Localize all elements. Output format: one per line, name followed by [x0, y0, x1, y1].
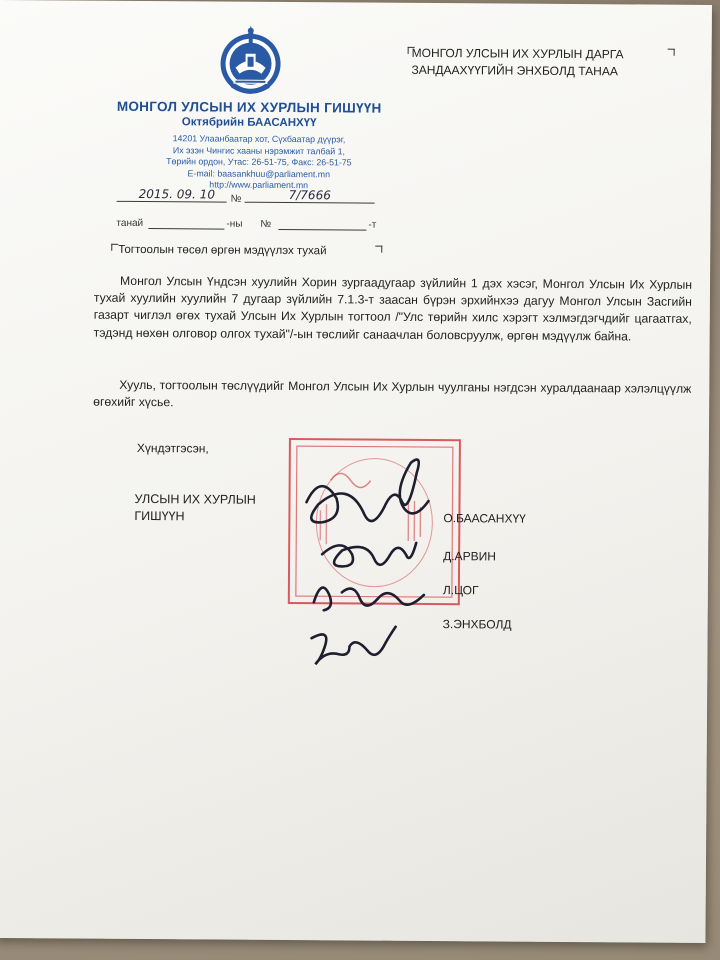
closing-salutation: Хүндэтгэсэн,	[136, 440, 209, 456]
recipient-line-2: ЗАНДААХҮҮГИЙН ЭНХБОЛД ТАНАА	[411, 62, 618, 79]
signatory-name-1: О.БААСАНХҮҮ	[443, 511, 526, 526]
signature-enkhbold	[311, 626, 395, 665]
signatory-name-4: З.ЭНХБОЛД	[442, 617, 512, 632]
letterhead-title: МОНГОЛ УЛСЫН ИХ ХУРЛЫН ГИШҮҮН	[116, 98, 382, 116]
tanai-date-line	[148, 228, 224, 230]
website-line: http://www.parliament.mn	[209, 179, 309, 191]
letterhead-address	[119, 133, 399, 193]
signatory-name-2: Д.АРВИН	[443, 549, 496, 564]
signatory-title: УЛСЫН ИХ ХУРЛЫН ГИШҮҮН	[134, 491, 256, 524]
subject-bracket-left	[111, 244, 118, 251]
signatures-area	[285, 442, 467, 693]
signature-tsog	[314, 588, 424, 611]
email-line: E-mail: baasankhuu@parliament.mn	[187, 168, 331, 180]
mongolia-state-emblem-icon	[217, 24, 284, 100]
address-line: Их эзэн Чингис хааны нэрэмжит талбай 1,	[172, 144, 346, 157]
signatory-name-3: Л.ЦОГ	[442, 583, 479, 598]
signature-arvin	[322, 542, 416, 567]
letterhead-subtitle: Октябрийн БААСАНХҮҮ	[181, 116, 317, 130]
ny-label: -ны	[226, 218, 243, 230]
letter-subject: Тогтоолын төсөл өргөн мэдүүлэх тухай	[118, 243, 327, 258]
tanai-label: танай	[116, 217, 144, 230]
signature-baasankhuu	[306, 459, 428, 523]
subject-bracket-right	[375, 246, 382, 253]
number-handwritten: 7/7666	[288, 188, 331, 203]
t-label: -т	[368, 219, 377, 231]
tanai-number-line	[278, 229, 366, 231]
address-line: Төрийн ордон, Утас: 26-51-75, Факс: 26-51-75	[166, 156, 352, 168]
number-label: №	[230, 193, 242, 205]
recipient-block	[411, 45, 681, 81]
recipient-line-1: МОНГОЛ УЛСЫН ИХ ХУРЛЫН ДАРГА	[411, 45, 624, 62]
body-paragraph-2: Хууль, тогтоолын төслүүдийг Монгол Улсын Их Хурлын чуулганы нэгдсэн хуралдаанаар хэлэлцүүлж өгөхийг хүсье.	[93, 377, 692, 410]
address-line: 14201 Улаанбаатар хот, Сүхбаатар дүүрэг,	[172, 133, 346, 145]
date-handwritten: 2015. 09. 10	[138, 186, 216, 202]
body-paragraph-1: Монгол Улсын Үндсэн хуулийн Хорин зургаадугаар зүйлийн 1 дэх хэсэг, Монгол Улсын Их Хурлын тухай хуулийн хуулийн 7 дугаар зүйлийн 7.1.3-т заасан бүрэн эрхийнхээ дагуу Монгол Улсын Засгийн газарт чиглэл өгөх тухай Улсын Их Хурлын тогтоол /"Улс төрийн хилс хэрэгт хэлмэгдэгчдийг цагаатгах, тэдэнд нөхөн олговор олгох тухай"/-ын төслийг санаачлан боловсруулж, өргөн мэдүүлж байна.	[93, 273, 693, 344]
number-label-2: №	[260, 218, 272, 230]
